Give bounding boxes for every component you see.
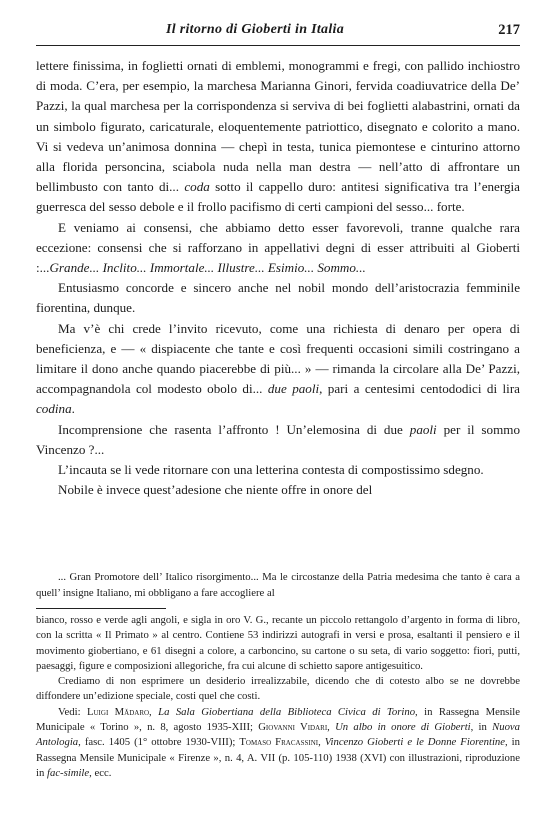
paragraph-6: L’incauta se li vede ritornare con una letterina contesta di compostissimo sdegno. (58, 462, 484, 478)
header-rule (36, 45, 520, 46)
footnote-paragraph-2: Crediamo di non esprimere un desiderio irrealizzabile, dicendo che di cotesto albo se ne dovrebbe diffondere un’edizione speciale, costi quel che costi. (36, 675, 520, 703)
quoted-letter: ... Gran Promotore dell’ Italico risorgimento... Ma le circostanze della Patria medesima che tanto è cara a quell’ insigne Italiano, mi obbligano a fare accogliere al (36, 571, 520, 599)
page-number: 217 (498, 22, 520, 38)
page-header (36, 22, 520, 42)
paragraph-4: Ma v’è chi crede l’invito ricevuto, come una richiesta di denaro per opera di beneficienza, e — « dispiacente che tante e così frequenti occasioni simili costringano a limitare il dono anche quando piacerebbe di più... » — rimanda la circolare alla De’ Pazzi, accompagnandola col modesto obolo di... due paoli, pari a centesimi centododici di lira codina. (36, 320, 520, 417)
footnotes (36, 613, 520, 781)
paragraph-7: Nobile è invece quest’adesione che niente offre in onore del (58, 482, 373, 498)
main-text (36, 56, 520, 500)
running-title: Il ritorno di Gioberti in Italia (166, 22, 345, 37)
paragraph-3: Entusiasmo concorde e sincero anche nel nobil mondo dell’aristocrazia femminile fiorentina, dunque. (36, 280, 520, 316)
paragraph-2: E veniamo ai consensi, che abbiamo detto esser favorevoli, tranne qualche rara eccezione: consensi che si rafforzano in appellativi degni di esser attribuiti al Gioberti :...Grande... Inclito... Immortale... Illustre... Esimio... Sommo... (36, 219, 520, 276)
footnote-paragraph-3: Vedi: Luigi Mădaro, La Sala Giobertiana della Biblioteca Civica di Torino, in Rassegna Mensile Municipale « Torino », n. 8, agosto 1935-XIII; Giovanni Vidari, Un albo in onore di Gioberti, in Nuova Antologia, fasc. 1405 (1° ottobre 1930-VIII); Tomaso Fracassini, Vincenzo Gioberti e le Donne Fiorentine, in Rassegna Mensile Municipale « Firenze », n. 4, A. VII (p. 105-110) 1938 (XVI) con illustrazioni, riproduzione in fac-simile, ecc. (36, 705, 521, 779)
paragraph-1: lettere finissima, in foglietti ornati di emblemi, monogrammi e fregi, con pallido inchiostro di moda. C’era, per esempio, la marchesa Marianna Ginori, fervida coadiuvatrice della De’ Pazzi, la qual marchesa per la corrispondenza si serviva di bei foglietti alabastrini, ornati da un simbolo figurato, caricaturale, eloquentemente patriottico, disegnato e colorito a mano. Vi si vedeva un’animosa donnina — chepì in testa, tunica piemontese e cinturino attorno alla florida personcina, sciabola nuda nella man destra — nell’atto di affrontare un bellimbusto con tanto di... coda sotto il cappello duro: antitesi significativa tra l’energia guerresca del sesso debole e il frollo pacifismo di certi campioni del sesso... forte. (36, 58, 520, 215)
footnote-rule (36, 608, 166, 609)
footnote-paragraph-1: bianco, rosso e verde agli angoli, e sigla in oro V. G., recante un piccolo rettangolo d’argento in forma di libro, con la scritta « Il Primato » al centro. Contiene 53 indirizzi autografi in versi e prosa, esaltanti il pensiero e il movimento giobertiano, e 61 disegni a colore, a carboncino, su cartone o su seta, di vario soggetto: fiori, putti, paesaggi, figure e composizioni allegoriche, fra cui alcune di schietto sapore antigesuitico. (36, 614, 520, 672)
paragraph-5: Incomprensione che rasenta l’affronto ! Un’elemosina di due paoli per il sommo Vincenzo ?... (36, 421, 520, 457)
